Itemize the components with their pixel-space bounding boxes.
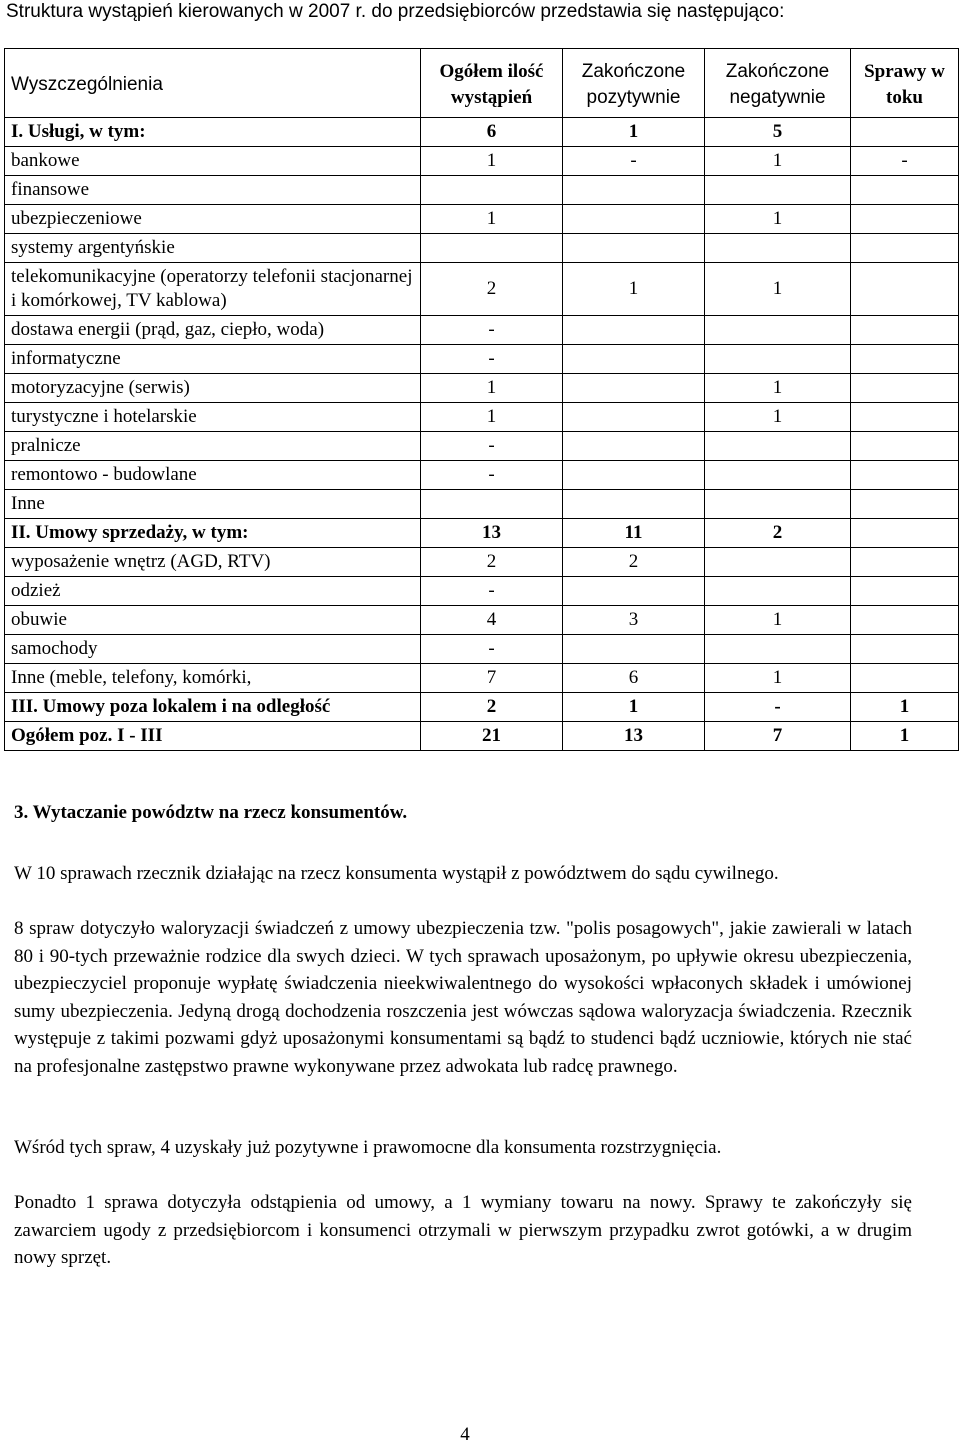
- row-negative-cell: 1: [705, 205, 851, 234]
- row-label-cell: Ogółem poz. I - III: [5, 722, 421, 751]
- row-label-cell: Inne: [5, 490, 421, 519]
- intro-text: Struktura wystąpień kierowanych w 2007 r. do przedsiębiorców przedstawia się następująco:: [6, 1, 785, 22]
- row-negative-cell: [705, 432, 851, 461]
- row-positive-cell: 3: [563, 606, 705, 635]
- table-row: [5, 461, 959, 490]
- row-total-cell: -: [421, 432, 563, 461]
- row-label-cell: telekomunikacyjne (operatorzy telefonii stacjonarnej i komórkowej, TV kablowa): [5, 263, 421, 316]
- row-pending-cell: -: [851, 147, 959, 176]
- row-total-cell: 1: [421, 205, 563, 234]
- row-positive-cell: 11: [563, 519, 705, 548]
- row-label-cell: motoryzacyjne (serwis): [5, 374, 421, 403]
- row-positive-cell: [563, 205, 705, 234]
- row-total-cell: 7: [421, 664, 563, 693]
- row-positive-cell: [563, 577, 705, 606]
- row-negative-cell: 1: [705, 147, 851, 176]
- row-negative-cell: 1: [705, 374, 851, 403]
- row-total-cell: [421, 234, 563, 263]
- row-positive-cell: [563, 403, 705, 432]
- row-positive-cell: [563, 374, 705, 403]
- row-total-cell: [421, 490, 563, 519]
- row-total-cell: 1: [421, 403, 563, 432]
- paragraph-4: Ponadto 1 sprawa dotyczyła odstąpienia od umowy, a 1 wymiany towaru na nowy. Sprawy te zakończyły się zawarciem ugody z przedsiębiorcom i konsumenci otrzymali w pierwszym przypadku zwrot gotówki, a w drugim nowy sprzęt.: [14, 1192, 912, 1268]
- row-label-cell: informatyczne: [5, 345, 421, 374]
- row-negative-cell: 1: [705, 403, 851, 432]
- table-row: [5, 234, 959, 263]
- row-negative-cell: 7: [705, 722, 851, 751]
- row-total-cell: 1: [421, 147, 563, 176]
- row-total-cell: 13: [421, 519, 563, 548]
- table-row: [5, 374, 959, 403]
- row-positive-cell: [563, 461, 705, 490]
- row-label-cell: wyposażenie wnętrz (AGD, RTV): [5, 548, 421, 577]
- row-negative-cell: [705, 316, 851, 345]
- row-total-cell: -: [421, 345, 563, 374]
- row-label-cell: II. Umowy sprzedaży, w tym:: [5, 519, 421, 548]
- table-row: [5, 548, 959, 577]
- complaints-structure-table: [4, 48, 959, 751]
- paragraph-3: Wśród tych spraw, 4 uzyskały już pozytywne i prawomocne dla konsumenta rozstrzygnięcia.: [14, 1137, 722, 1158]
- row-positive-cell: [563, 345, 705, 374]
- table-row: [5, 635, 959, 664]
- row-label-cell: odzież: [5, 577, 421, 606]
- row-total-cell: 21: [421, 722, 563, 751]
- row-positive-cell: 1: [563, 693, 705, 722]
- row-negative-cell: 2: [705, 519, 851, 548]
- row-pending-cell: [851, 374, 959, 403]
- header-negative: Zakończone negatywnie: [705, 49, 851, 118]
- header-total: Ogółem ilość wystąpień: [421, 49, 563, 118]
- row-pending-cell: [851, 316, 959, 345]
- row-label-cell: ubezpieczeniowe: [5, 205, 421, 234]
- row-pending-cell: [851, 664, 959, 693]
- row-label-cell: samochody: [5, 635, 421, 664]
- row-pending-cell: 1: [851, 722, 959, 751]
- row-negative-cell: 1: [705, 606, 851, 635]
- table-row: [5, 664, 959, 693]
- row-negative-cell: -: [705, 693, 851, 722]
- row-negative-cell: [705, 234, 851, 263]
- row-pending-cell: [851, 490, 959, 519]
- row-total-cell: 2: [421, 548, 563, 577]
- header-item: Wyszczególnienia: [5, 49, 421, 118]
- row-negative-cell: [705, 490, 851, 519]
- row-negative-cell: [705, 548, 851, 577]
- row-negative-cell: [705, 345, 851, 374]
- row-pending-cell: [851, 403, 959, 432]
- section-title: 3. Wytaczanie powództw na rzecz konsumentów.: [14, 802, 408, 823]
- row-label-cell: Inne (meble, telefony, komórki,: [5, 664, 421, 693]
- row-total-cell: 4: [421, 606, 563, 635]
- row-total-cell: [421, 176, 563, 205]
- paragraph-1: W 10 sprawach rzecznik działając na rzecz konsumenta wystąpił z powództwem do sądu cywilnego.: [14, 863, 779, 884]
- row-label-cell: dostawa energii (prąd, gaz, ciepło, woda): [5, 316, 421, 345]
- row-positive-cell: [563, 176, 705, 205]
- row-pending-cell: [851, 548, 959, 577]
- row-positive-cell: [563, 432, 705, 461]
- table-body: [5, 118, 959, 751]
- header-positive: Zakończone pozytywnie: [563, 49, 705, 118]
- row-pending-cell: [851, 432, 959, 461]
- row-pending-cell: [851, 118, 959, 147]
- row-positive-cell: 2: [563, 548, 705, 577]
- row-negative-cell: [705, 176, 851, 205]
- row-pending-cell: [851, 176, 959, 205]
- row-positive-cell: [563, 635, 705, 664]
- row-pending-cell: [851, 519, 959, 548]
- row-total-cell: -: [421, 316, 563, 345]
- row-positive-cell: [563, 316, 705, 345]
- row-label-cell: finansowe: [5, 176, 421, 205]
- paragraph-2: 8 spraw dotyczyło waloryzacji świadczeń z umowy ubezpieczenia tzw. "polis posagowych", jakie zawierali w latach 80 i 90-tych przeważnie rodzice dla swych dzieci. W tych sprawach uposażonym, po upływie okresu ubezpieczenia, ubezpieczyciel proponuje wypłatę świadczenia nieekwiwalentnego do wysokości wpłaconych składek i umówionej sumy ubezpieczenia. Jedyną drogą dochodzenia roszczenia jest wówczas sądowa waloryzacja świadczenia. Rzecznik występuje z takimi pozwami gdyż uposażonymi konsumentami są bądź to studenci bądź uczniowie, których nie stać na profesjonalne zastępstwo prawne wykonywane przez adwokata lub radcę prawnego.: [14, 918, 912, 1077]
- table-row: [5, 606, 959, 635]
- row-pending-cell: 1: [851, 693, 959, 722]
- table-header-row: [5, 49, 959, 118]
- row-label-cell: obuwie: [5, 606, 421, 635]
- table-row: [5, 693, 959, 722]
- row-pending-cell: [851, 635, 959, 664]
- row-pending-cell: [851, 345, 959, 374]
- row-positive-cell: 6: [563, 664, 705, 693]
- row-label-cell: I. Usługi, w tym:: [5, 118, 421, 147]
- row-positive-cell: 1: [563, 118, 705, 147]
- row-positive-cell: -: [563, 147, 705, 176]
- row-total-cell: -: [421, 577, 563, 606]
- row-positive-cell: [563, 234, 705, 263]
- row-total-cell: 2: [421, 263, 563, 316]
- row-label-cell: systemy argentyńskie: [5, 234, 421, 263]
- row-pending-cell: [851, 606, 959, 635]
- row-pending-cell: [851, 263, 959, 316]
- page-number: 4: [460, 1424, 470, 1445]
- row-negative-cell: [705, 577, 851, 606]
- row-pending-cell: [851, 577, 959, 606]
- row-negative-cell: 1: [705, 263, 851, 316]
- row-negative-cell: 5: [705, 118, 851, 147]
- row-total-cell: 6: [421, 118, 563, 147]
- table-row: [5, 519, 959, 548]
- row-total-cell: 2: [421, 693, 563, 722]
- row-negative-cell: 1: [705, 664, 851, 693]
- row-total-cell: 1: [421, 374, 563, 403]
- table-row: [5, 205, 959, 234]
- row-total-cell: -: [421, 635, 563, 664]
- table-row: [5, 316, 959, 345]
- table-row: [5, 722, 959, 751]
- row-negative-cell: [705, 635, 851, 664]
- row-positive-cell: 13: [563, 722, 705, 751]
- table-row: [5, 432, 959, 461]
- table-row: [5, 176, 959, 205]
- row-pending-cell: [851, 205, 959, 234]
- row-label-cell: bankowe: [5, 147, 421, 176]
- row-label-cell: pralnicze: [5, 432, 421, 461]
- row-label-cell: III. Umowy poza lokalem i na odległość: [5, 693, 421, 722]
- header-pending: Sprawy w toku: [851, 49, 959, 118]
- table-row: [5, 403, 959, 432]
- row-label-cell: turystyczne i hotelarskie: [5, 403, 421, 432]
- row-positive-cell: 1: [563, 263, 705, 316]
- table-row: [5, 345, 959, 374]
- row-label-cell: remontowo - budowlane: [5, 461, 421, 490]
- table-row: [5, 490, 959, 519]
- row-total-cell: -: [421, 461, 563, 490]
- row-negative-cell: [705, 461, 851, 490]
- table-row: [5, 577, 959, 606]
- table-row: [5, 263, 959, 316]
- table-row: [5, 147, 959, 176]
- row-pending-cell: [851, 461, 959, 490]
- row-pending-cell: [851, 234, 959, 263]
- table-row: [5, 118, 959, 147]
- row-positive-cell: [563, 490, 705, 519]
